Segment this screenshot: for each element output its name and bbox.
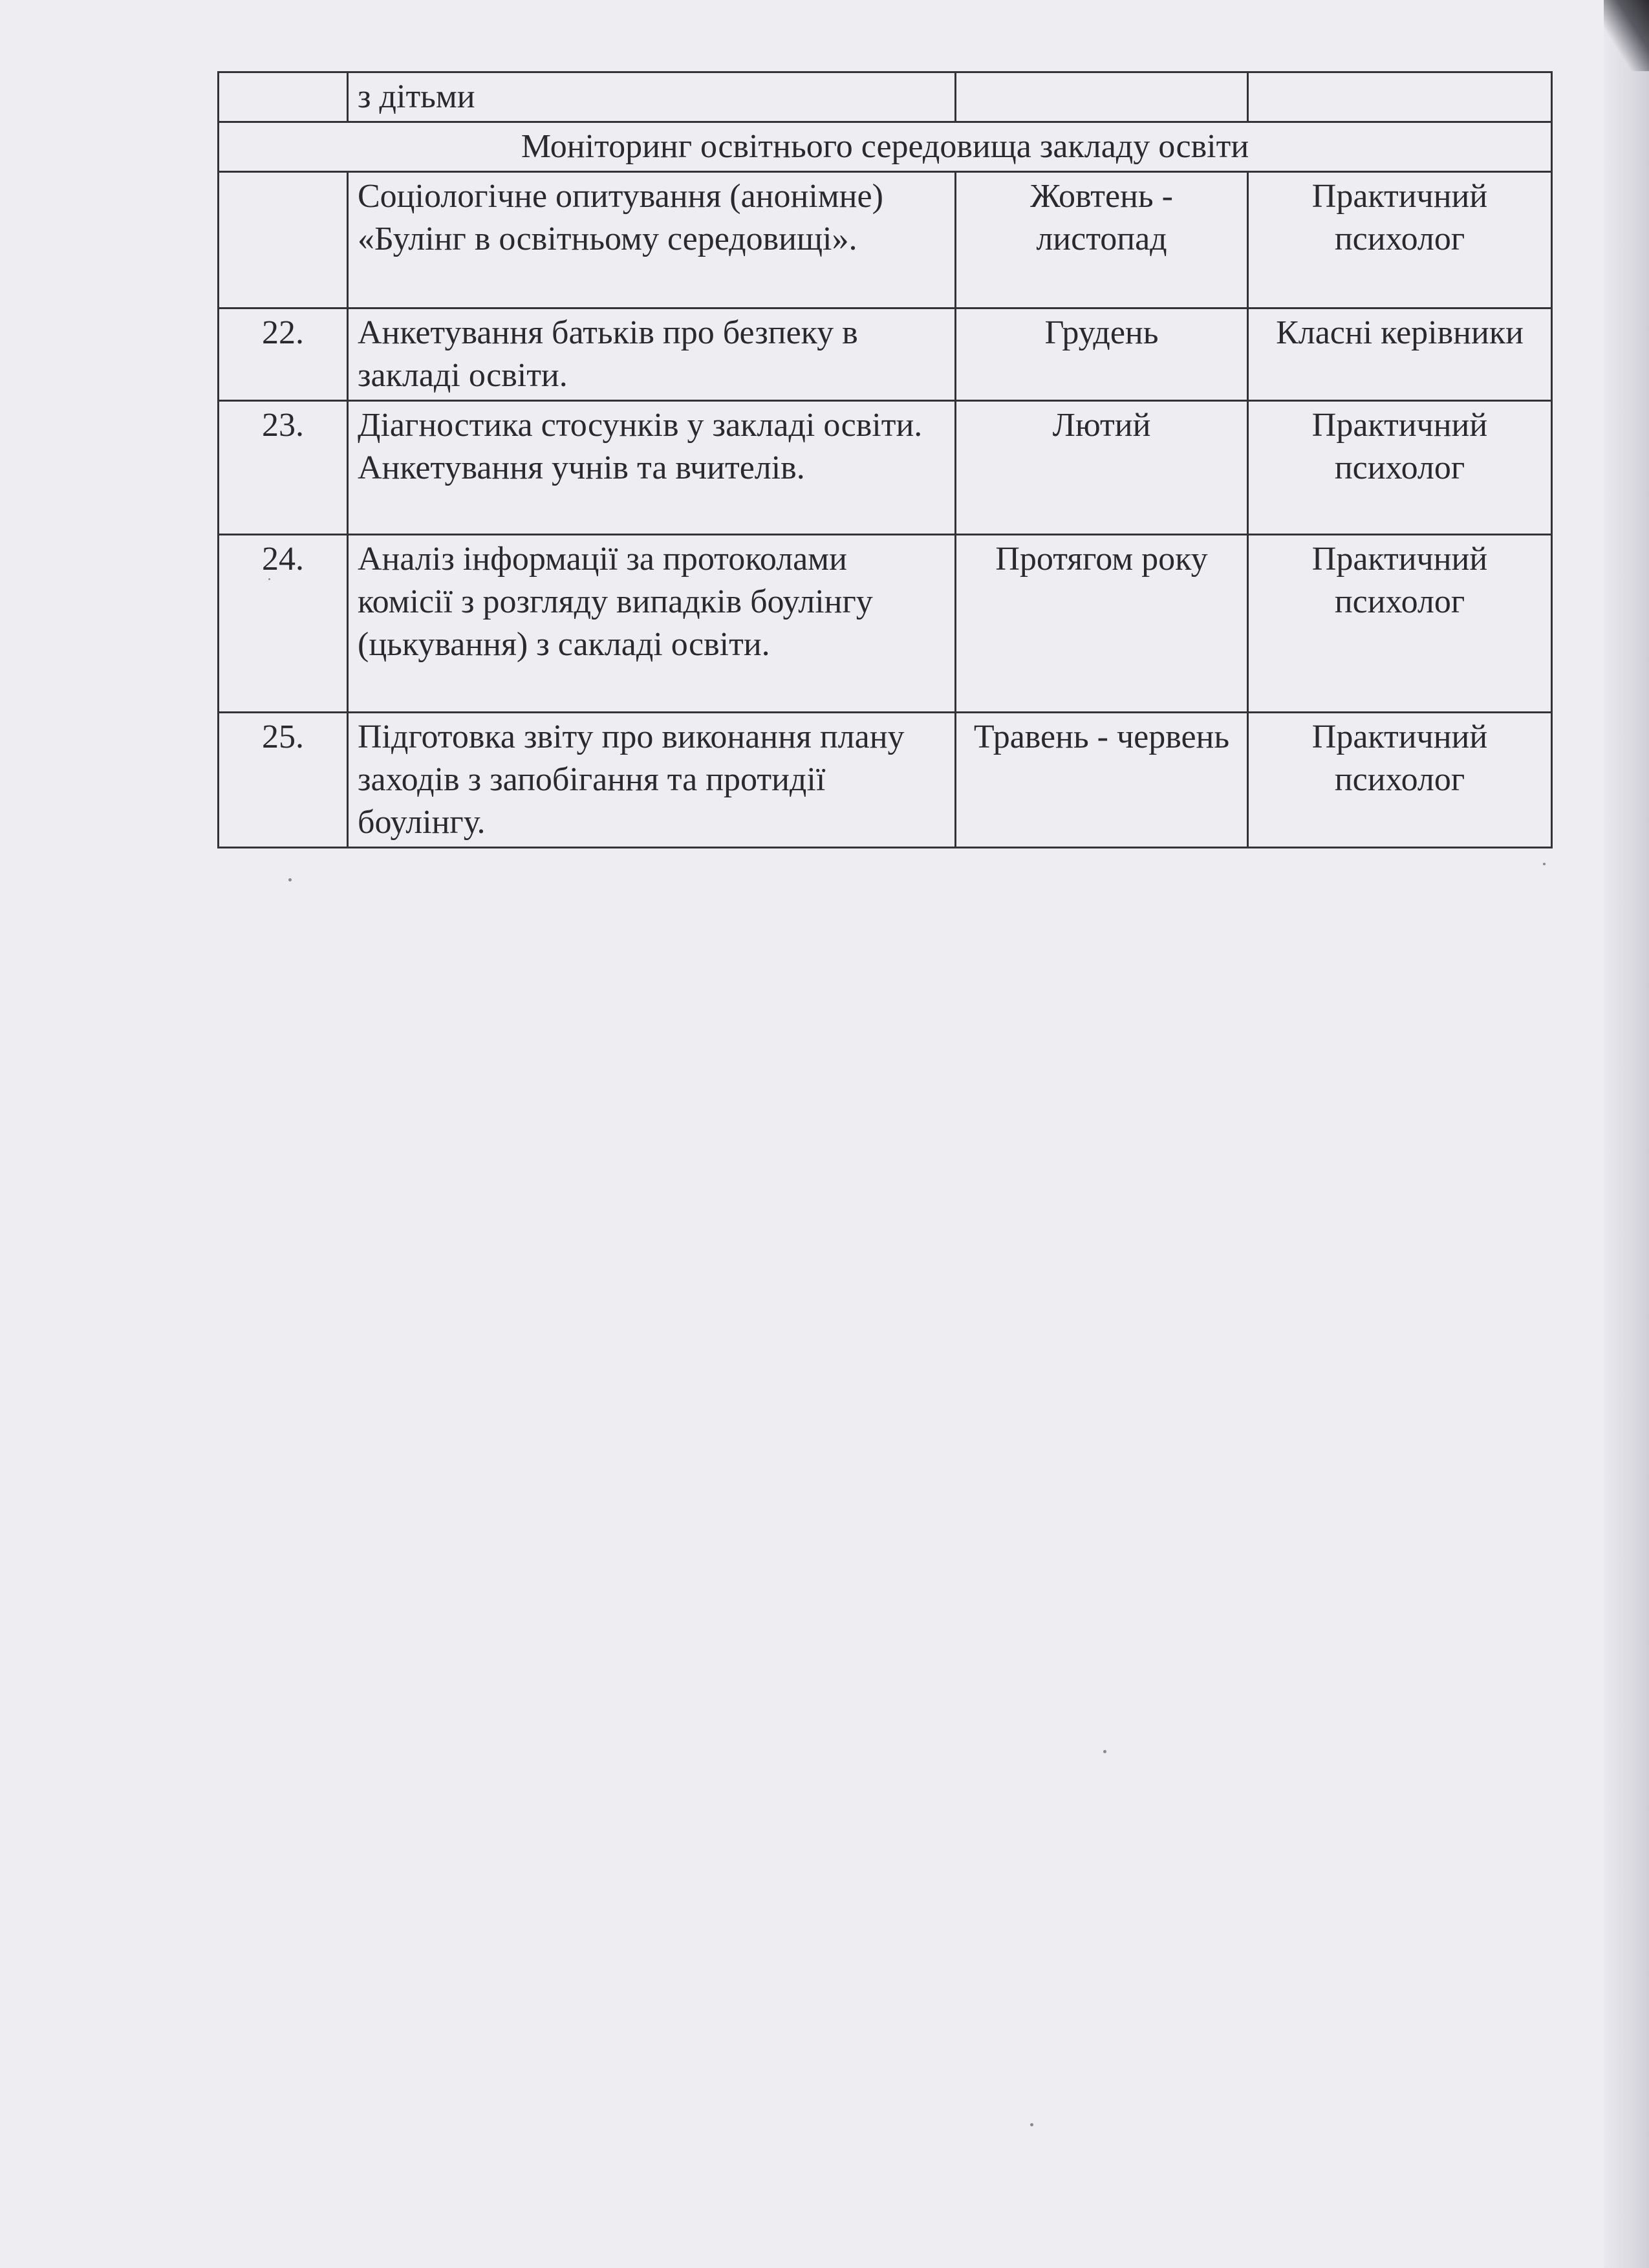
paper-speck	[1103, 1750, 1106, 1753]
responsible-cell: Практичний психолог	[1248, 172, 1552, 308]
row-number-cell	[219, 72, 348, 122]
row-number-cell: 24.	[219, 535, 348, 713]
paper-speck	[1543, 863, 1546, 865]
measure-text-cell: з дітьми	[348, 72, 956, 122]
table-row-continued	[219, 72, 1552, 122]
responsible-cell: Практичний психолог	[1248, 535, 1552, 713]
term-cell: Грудень	[956, 308, 1248, 401]
section-heading-row	[219, 122, 1552, 172]
table-row	[219, 308, 1552, 401]
responsible-cell: Практичний психолог	[1248, 401, 1552, 535]
row-number-cell: 23.	[219, 401, 348, 535]
row-number-cell: 25.	[219, 713, 348, 848]
paper-speck	[288, 878, 292, 881]
paper-speck	[1030, 2123, 1033, 2126]
measure-text-cell: Аналіз інформації за протоколами комісії з розгляду випадків боулінгу (цькування) з сакладі освіти.	[348, 535, 956, 713]
term-cell	[956, 72, 1248, 122]
table-row	[219, 172, 1552, 308]
measures-plan-table	[217, 71, 1553, 848]
table-row	[219, 535, 1552, 713]
responsible-cell: Практичний психолог	[1248, 713, 1552, 848]
measure-text-cell: Соціологічне опитування (анонімне) «Булінг в освітньому середовищі».	[348, 172, 956, 308]
term-cell: Лютий	[956, 401, 1248, 535]
table-row	[219, 713, 1552, 848]
term-cell: Протягом року	[956, 535, 1248, 713]
row-number-cell	[219, 172, 348, 308]
section-heading: Моніторинг освітнього середовища закладу освіти	[219, 122, 1552, 172]
measure-text-cell: Підготовка звіту про виконання плану заходів з запобігання та протидії боулінгу.	[348, 713, 956, 848]
page-corner-shadow	[1604, 0, 1649, 71]
responsible-cell	[1248, 72, 1552, 122]
measure-text-cell: Анкетування батьків про безпеку в закладі освіти.	[348, 308, 956, 401]
row-number-cell: 22.	[219, 308, 348, 401]
responsible-cell: Класні керівники	[1248, 308, 1552, 401]
table-row	[219, 401, 1552, 535]
measure-text-cell: Діагностика стосунків у закладі освіти. Анкетування учнів та вчителів.	[348, 401, 956, 535]
term-cell: Жовтень - листопад	[956, 172, 1248, 308]
term-cell: Травень - червень	[956, 713, 1248, 848]
page-edge-shadow	[1604, 0, 1649, 2268]
